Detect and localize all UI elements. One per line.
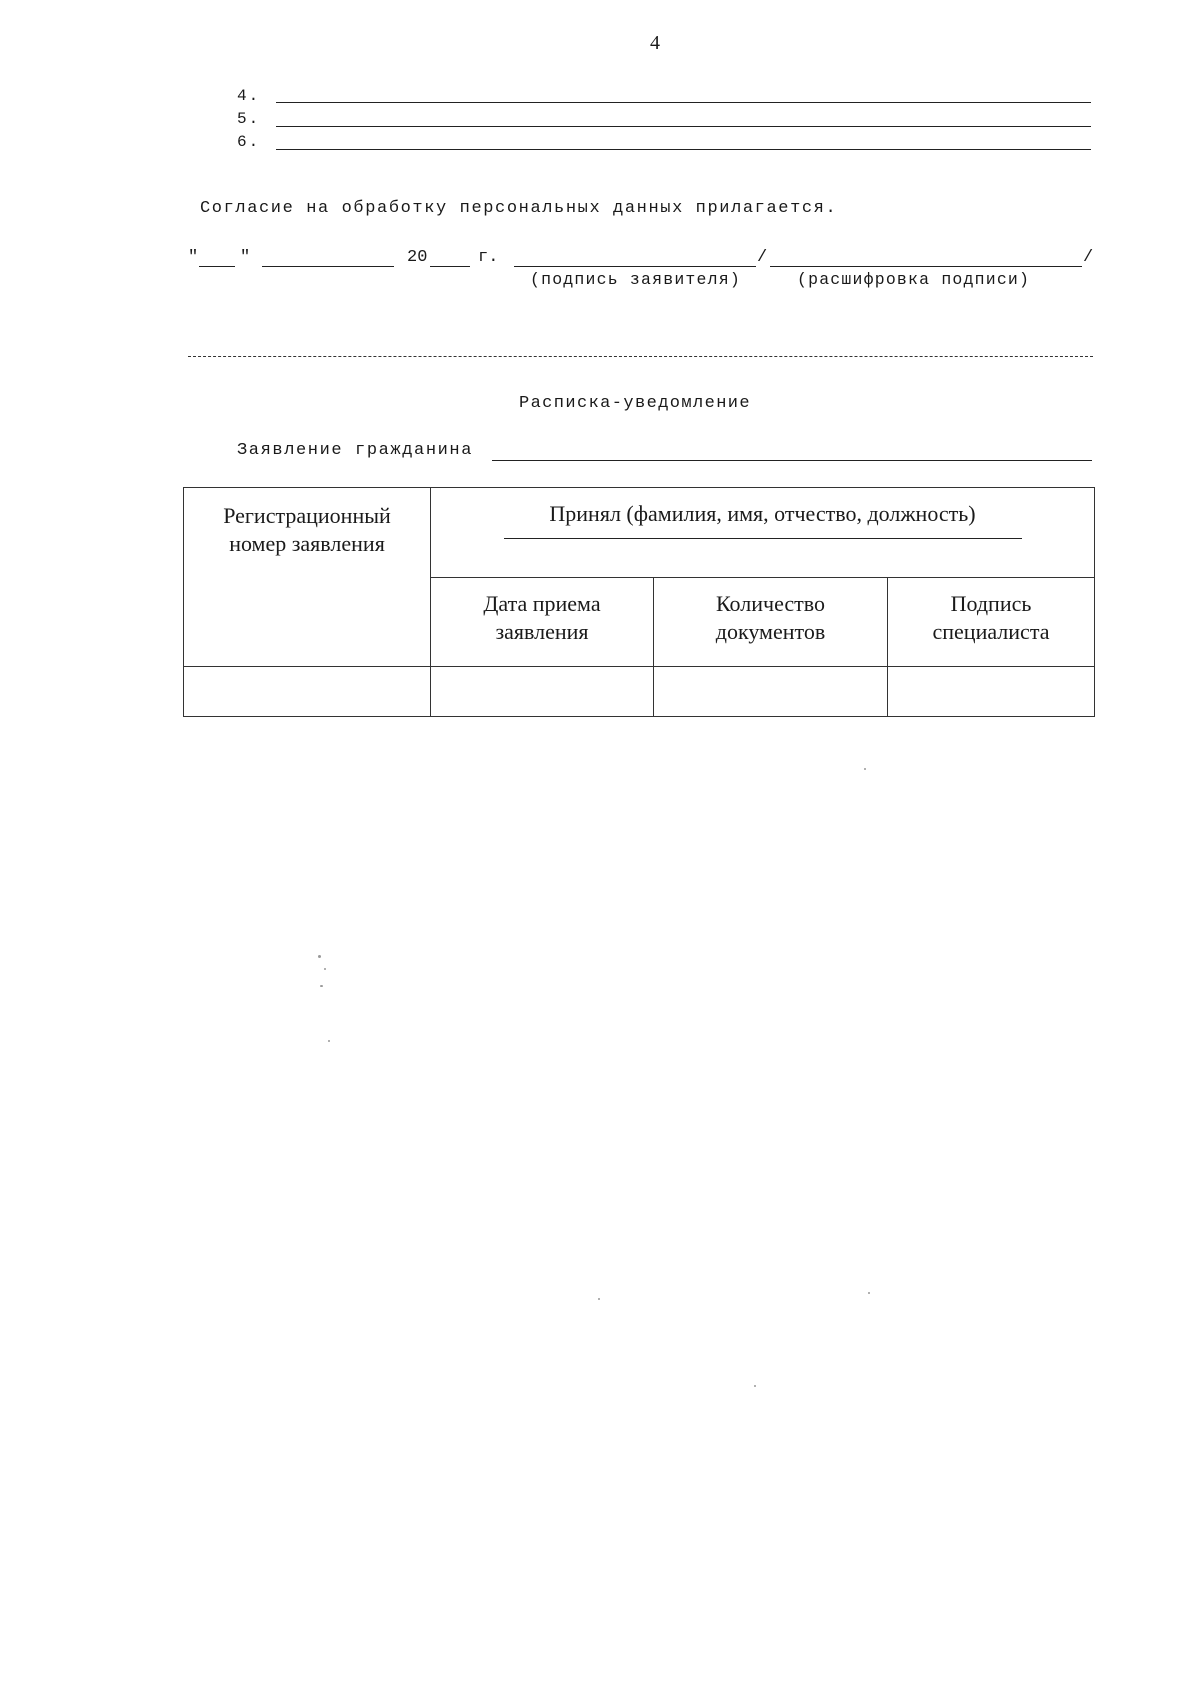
quote-close: ": [240, 248, 251, 267]
date-label: Дата приема: [483, 591, 601, 616]
reg-number-cell[interactable]: [184, 667, 431, 717]
table-row: [184, 488, 1095, 578]
consent-text: Согласие на обработку персональных данных прилагается.: [200, 199, 838, 218]
signature-slash: /: [757, 248, 768, 267]
scan-speck: [318, 955, 321, 958]
applicant-signature-blank: [514, 266, 756, 267]
scan-speck: [324, 968, 326, 970]
documents-count-header: [654, 578, 888, 667]
blank-line: [276, 126, 1091, 127]
reg-number-label: номер заявления: [229, 531, 385, 556]
accepted-by-blank: [504, 538, 1022, 539]
line-number: 4.: [237, 87, 261, 105]
documents-count-label: Количество: [715, 591, 826, 616]
accepted-by-header: [431, 488, 1095, 578]
numbered-line-5: [237, 106, 273, 128]
year-suffix: г.: [478, 248, 499, 267]
documents-count-cell[interactable]: [654, 667, 888, 717]
specialist-signature-header: [888, 578, 1095, 667]
statement-label: Заявление гражданина: [237, 441, 474, 460]
year-prefix: 20: [407, 248, 428, 267]
scan-speck: [328, 1040, 330, 1042]
numbered-line-6: [237, 129, 273, 151]
signature-transcript-blank: [770, 266, 1082, 267]
scan-speck: [754, 1385, 756, 1387]
quote-open: ": [188, 248, 199, 267]
date-label: заявления: [495, 619, 589, 644]
specialist-signature-label: Подпись: [950, 591, 1032, 616]
signature-transcript-caption: (расшифровка подписи): [797, 270, 1031, 289]
accepted-by-label: Принял (фамилия, имя, отчество, должность): [549, 501, 976, 526]
specialist-signature-label: специалиста: [932, 619, 1050, 644]
blank-line: [276, 102, 1091, 103]
table-row: [184, 667, 1095, 717]
month-blank: [262, 266, 394, 267]
year-blank: [430, 266, 470, 267]
reg-number-header: [184, 488, 431, 667]
scan-speck: [598, 1298, 600, 1300]
documents-count-label: документов: [715, 619, 826, 644]
date-header: [431, 578, 654, 667]
scan-speck: [320, 985, 323, 987]
day-blank: [199, 266, 235, 267]
specialist-signature-cell[interactable]: [888, 667, 1095, 717]
date-cell[interactable]: [431, 667, 654, 717]
reg-number-label: Регистрационный: [223, 503, 391, 528]
receipt-title: Расписка-уведомление: [518, 394, 752, 413]
blank-line: [276, 149, 1091, 150]
scan-speck: [868, 1292, 870, 1294]
scan-speck: [864, 768, 866, 770]
signature-slash-end: /: [1083, 248, 1094, 267]
tear-off-line: [188, 356, 1093, 357]
line-number: 5.: [237, 110, 261, 128]
statement-blank: [492, 460, 1092, 461]
line-number: 6.: [237, 133, 261, 151]
receipt-table: [183, 487, 1095, 717]
applicant-signature-caption: (подпись заявителя): [530, 270, 741, 289]
numbered-line-4: [237, 83, 273, 105]
page-number: 4: [650, 32, 660, 54]
